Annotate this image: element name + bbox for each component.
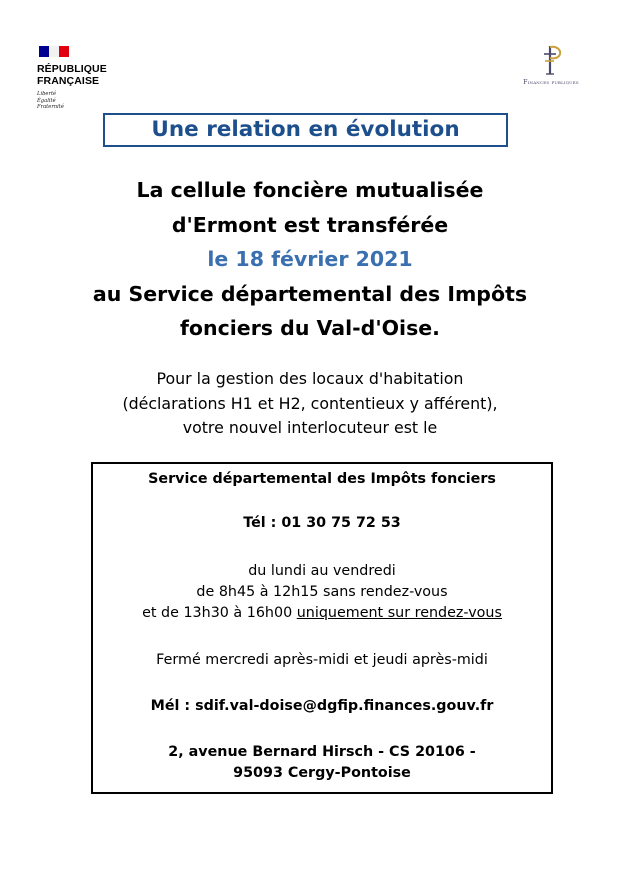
republique-line1: RÉPUBLIQUE — [37, 63, 107, 75]
finances-publiques-logo — [508, 44, 594, 86]
headline-line4: au Service départemental des Impôts — [92, 281, 528, 306]
hours-afternoon — [93, 605, 551, 621]
republique-name — [37, 63, 127, 87]
hours-morning: de 8h45 à 12h15 sans rendez-vous — [196, 584, 448, 600]
finances-publiques-emblem-icon — [536, 44, 566, 78]
phone-number: Tél : 01 30 75 72 53 — [243, 515, 401, 531]
motto-egalite: Égalité — [37, 97, 56, 104]
intro-line2: (déclarations H1 et H2, contentieux y afférent), — [122, 393, 498, 413]
banner-title: Une relation en évolution — [103, 113, 508, 147]
flag-blue-stripe — [39, 46, 49, 57]
appointment-only-text: uniquement sur rendez-vous — [296, 605, 502, 621]
flag-white-stripe — [49, 46, 59, 57]
motto-liberte: Liberté — [37, 91, 57, 97]
intro-line3: votre nouvel interlocuteur est le — [182, 418, 438, 437]
headline-line1: La cellule foncière mutualisée — [136, 178, 484, 202]
motto-fraternite: Fraternité — [37, 104, 64, 110]
headline — [20, 173, 600, 346]
headline-line5: fonciers du Val-d'Oise. — [180, 316, 440, 340]
headline-line2: d'Ermont est transférée — [171, 212, 449, 237]
intro-paragraph — [20, 367, 600, 441]
french-flag-icon — [39, 46, 69, 57]
address-line2: 95093 Cergy-Pontoise — [233, 765, 411, 781]
headline-date: le 18 février 2021 — [207, 247, 413, 271]
flag-red-stripe — [59, 46, 69, 57]
republique-francaise-logo — [37, 46, 127, 111]
email-address[interactable]: Mél : sdif.val-doise@dgfip.finances.gouv.fr — [150, 698, 494, 714]
address-line1: 2, avenue Bernard Hirsch - CS 20106 - — [168, 744, 476, 760]
republique-line2: FRANÇAISE — [37, 75, 100, 87]
contact-box — [91, 462, 553, 794]
service-name: Service départemental des Impôts fonciers — [148, 471, 496, 487]
intro-line1: Pour la gestion des locaux d'habitation — [156, 369, 464, 388]
closed-hours: Fermé mercredi après-midi et jeudi après-midi — [156, 652, 488, 668]
hours-afternoon-prefix: et de 13h30 à 16h00 — [142, 605, 297, 621]
republique-motto — [37, 91, 127, 111]
opening-days: du lundi au vendredi — [248, 563, 396, 579]
finances-publiques-label: Finances publiques — [523, 79, 579, 86]
